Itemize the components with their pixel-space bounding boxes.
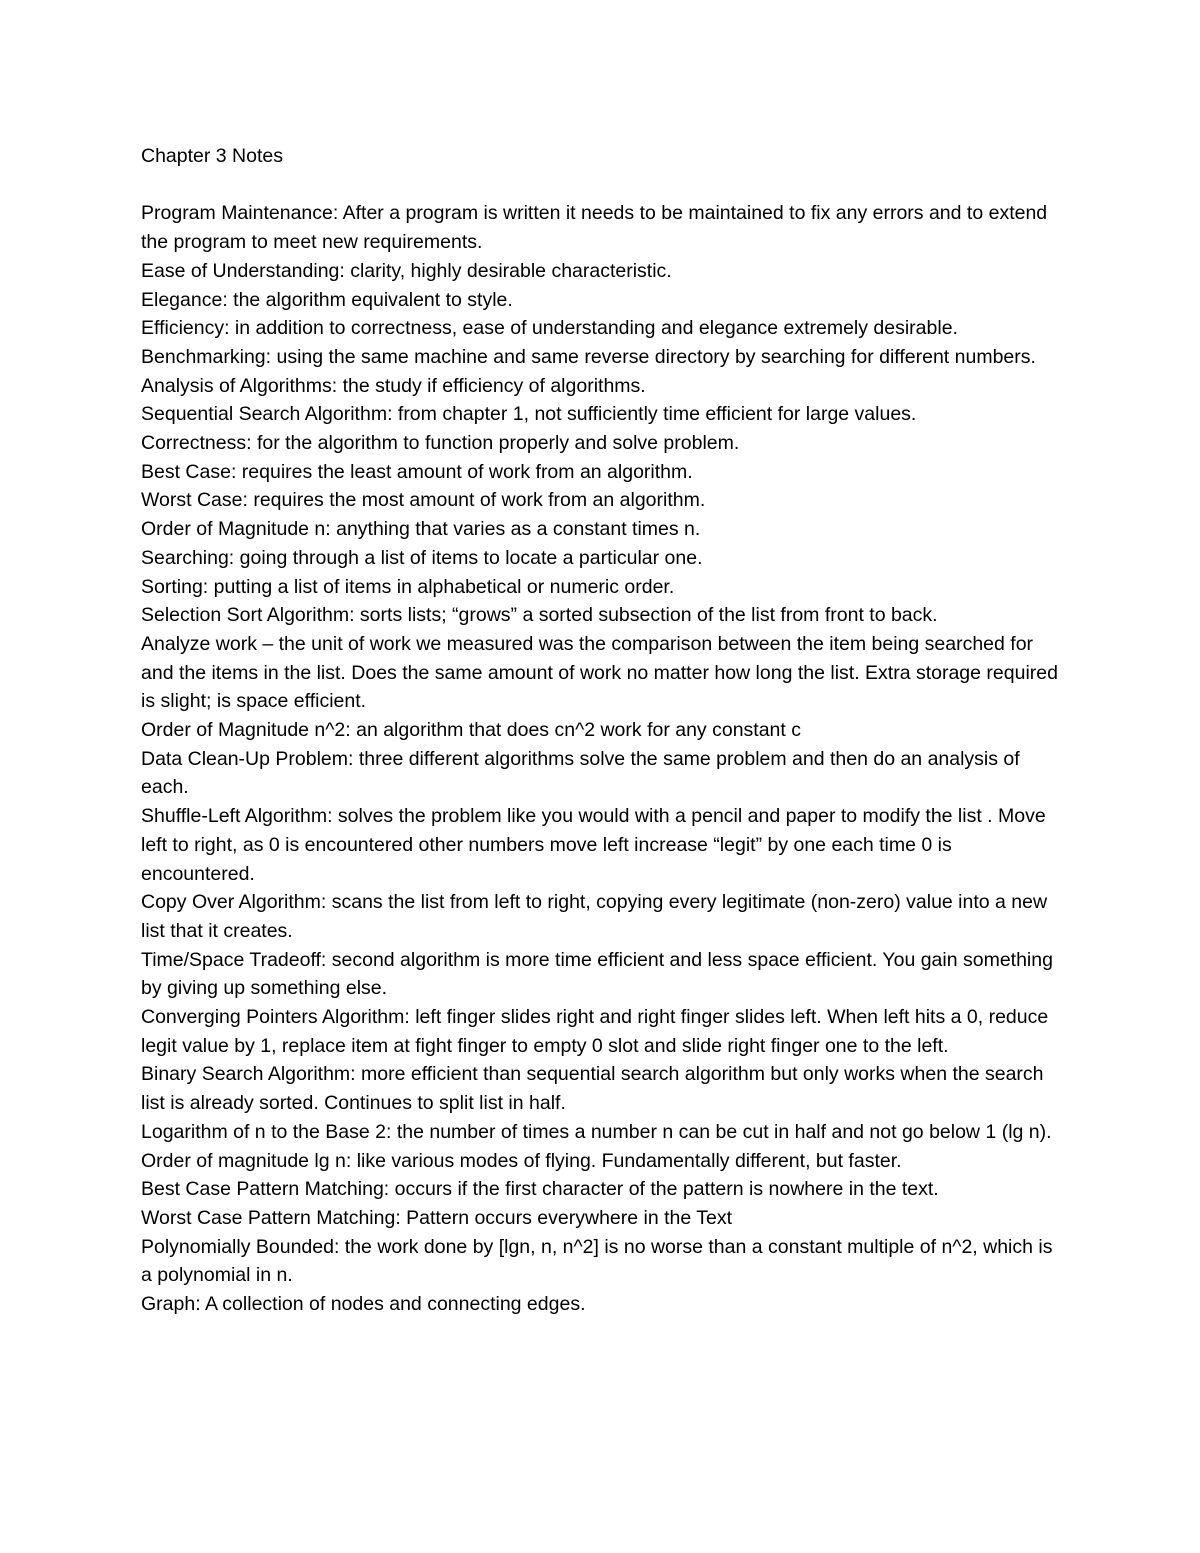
note-entry-shuffle-left: Shuffle-Left Algorithm: solves the problem like you would with a pencil and paper to modify the list . Move left to right, as 0 is encountered other numbers move left increase “legit” by one each time 0 is encountered. bbox=[141, 805, 1046, 885]
note-entry-polynomially-bounded: Polynomially Bounded: the work done by [lgn, n, n^2] is no worse than a constant multiple of n^2, which is a polynomial in n. bbox=[141, 1235, 1053, 1287]
note-entry-maintenance: Program Maintenance: After a program is written it needs to be maintained to fix any errors and to extend the program to meet new requirements. bbox=[141, 202, 1048, 254]
note-entry-best-case: Best Case: requires the least amount of work from an algorithm. bbox=[141, 460, 693, 483]
note-entry-sequential-search: Sequential Search Algorithm: from chapter 1, not sufficiently time efficient for large values. bbox=[141, 403, 917, 426]
note-entry-worst-case: Worst Case: requires the most amount of work from an algorithm. bbox=[141, 489, 706, 512]
page-title: Chapter 3 Notes bbox=[141, 145, 283, 167]
note-entry-binary-search: Binary Search Algorithm: more efficient than sequential search algorithm but only works when the search list is already sorted. Continues to split list in half. bbox=[141, 1063, 1044, 1115]
note-entry-analyze-work: Analyze work – the unit of work we measured was the comparison between the item being searched for and the items in the list. Does the same amount of work no matter how long the list. Extra storage required is slight; is space efficient. bbox=[141, 632, 1058, 713]
note-entry-copy-over: Copy Over Algorithm: scans the list from left to right, copying every legitimate (non-zero) value into a new list that it creates. bbox=[141, 891, 1048, 942]
note-entry-order-lg-n: Order of magnitude lg n: like various modes of flying. Fundamentally different, but faster. bbox=[141, 1149, 902, 1172]
note-entry-best-case-pattern: Best Case Pattern Matching: occurs if the first character of the pattern is nowhere in the text. bbox=[141, 1178, 939, 1201]
note-entry-efficiency: Efficiency: in addition to correctness, ease of understanding and elegance extremely desirable. bbox=[141, 317, 958, 340]
note-entry-data-cleanup: Data Clean-Up Problem: three different algorithms solve the same problem and then do an analysis of each. bbox=[141, 747, 1020, 799]
note-entry-elegance: Elegance: the algorithm equivalent to style. bbox=[141, 288, 513, 311]
note-entry-converging-pointers: Converging Pointers Algorithm: left finger slides right and right finger slides left. When left hits a 0, reduce legit value by 1, replace item at fight finger to empty 0 slot and slide right finger one to the left. bbox=[141, 1006, 1049, 1057]
note-entry-sorting: Sorting: putting a list of items in alphabetical or numeric order. bbox=[141, 575, 675, 598]
note-entry-benchmarking: Benchmarking: using the same machine and same reverse directory by searching for different numbers. bbox=[141, 345, 1036, 368]
note-entry-searching: Searching: going through a list of items to locate a particular one. bbox=[141, 546, 703, 569]
note-entry-time-space-tradeoff: Time/Space Tradeoff: second algorithm is more time efficient and less space efficient. You gain something by giving up something else. bbox=[141, 948, 1053, 1000]
note-entry-graph: Graph: A collection of nodes and connecting edges. bbox=[141, 1293, 586, 1316]
note-entry-selection-sort: Selection Sort Algorithm: sorts lists; “grows” a sorted subsection of the list from front to back. bbox=[141, 604, 938, 627]
note-entry-order-n: Order of Magnitude n: anything that varies as a constant times n. bbox=[141, 518, 701, 541]
note-entry-order-n-squared: Order of Magnitude n^2: an algorithm that does cn^2 work for any constant c bbox=[141, 719, 801, 742]
document-body bbox=[141, 142, 1066, 1319]
note-entry-worst-case-pattern: Worst Case Pattern Matching: Pattern occurs everywhere in the Text bbox=[141, 1207, 733, 1229]
note-entry-analysis-of-algorithms: Analysis of Algorithms: the study if efficiency of algorithms. bbox=[141, 374, 646, 397]
note-entry-correctness: Correctness: for the algorithm to function properly and solve problem. bbox=[141, 432, 740, 455]
note-entry-logarithm: Logarithm of n to the Base 2: the number of times a number n can be cut in half and not go below 1 (lg n). bbox=[141, 1120, 1052, 1143]
note-entry-ease-of-understanding: Ease of Understanding: clarity, highly desirable characteristic. bbox=[141, 259, 672, 282]
